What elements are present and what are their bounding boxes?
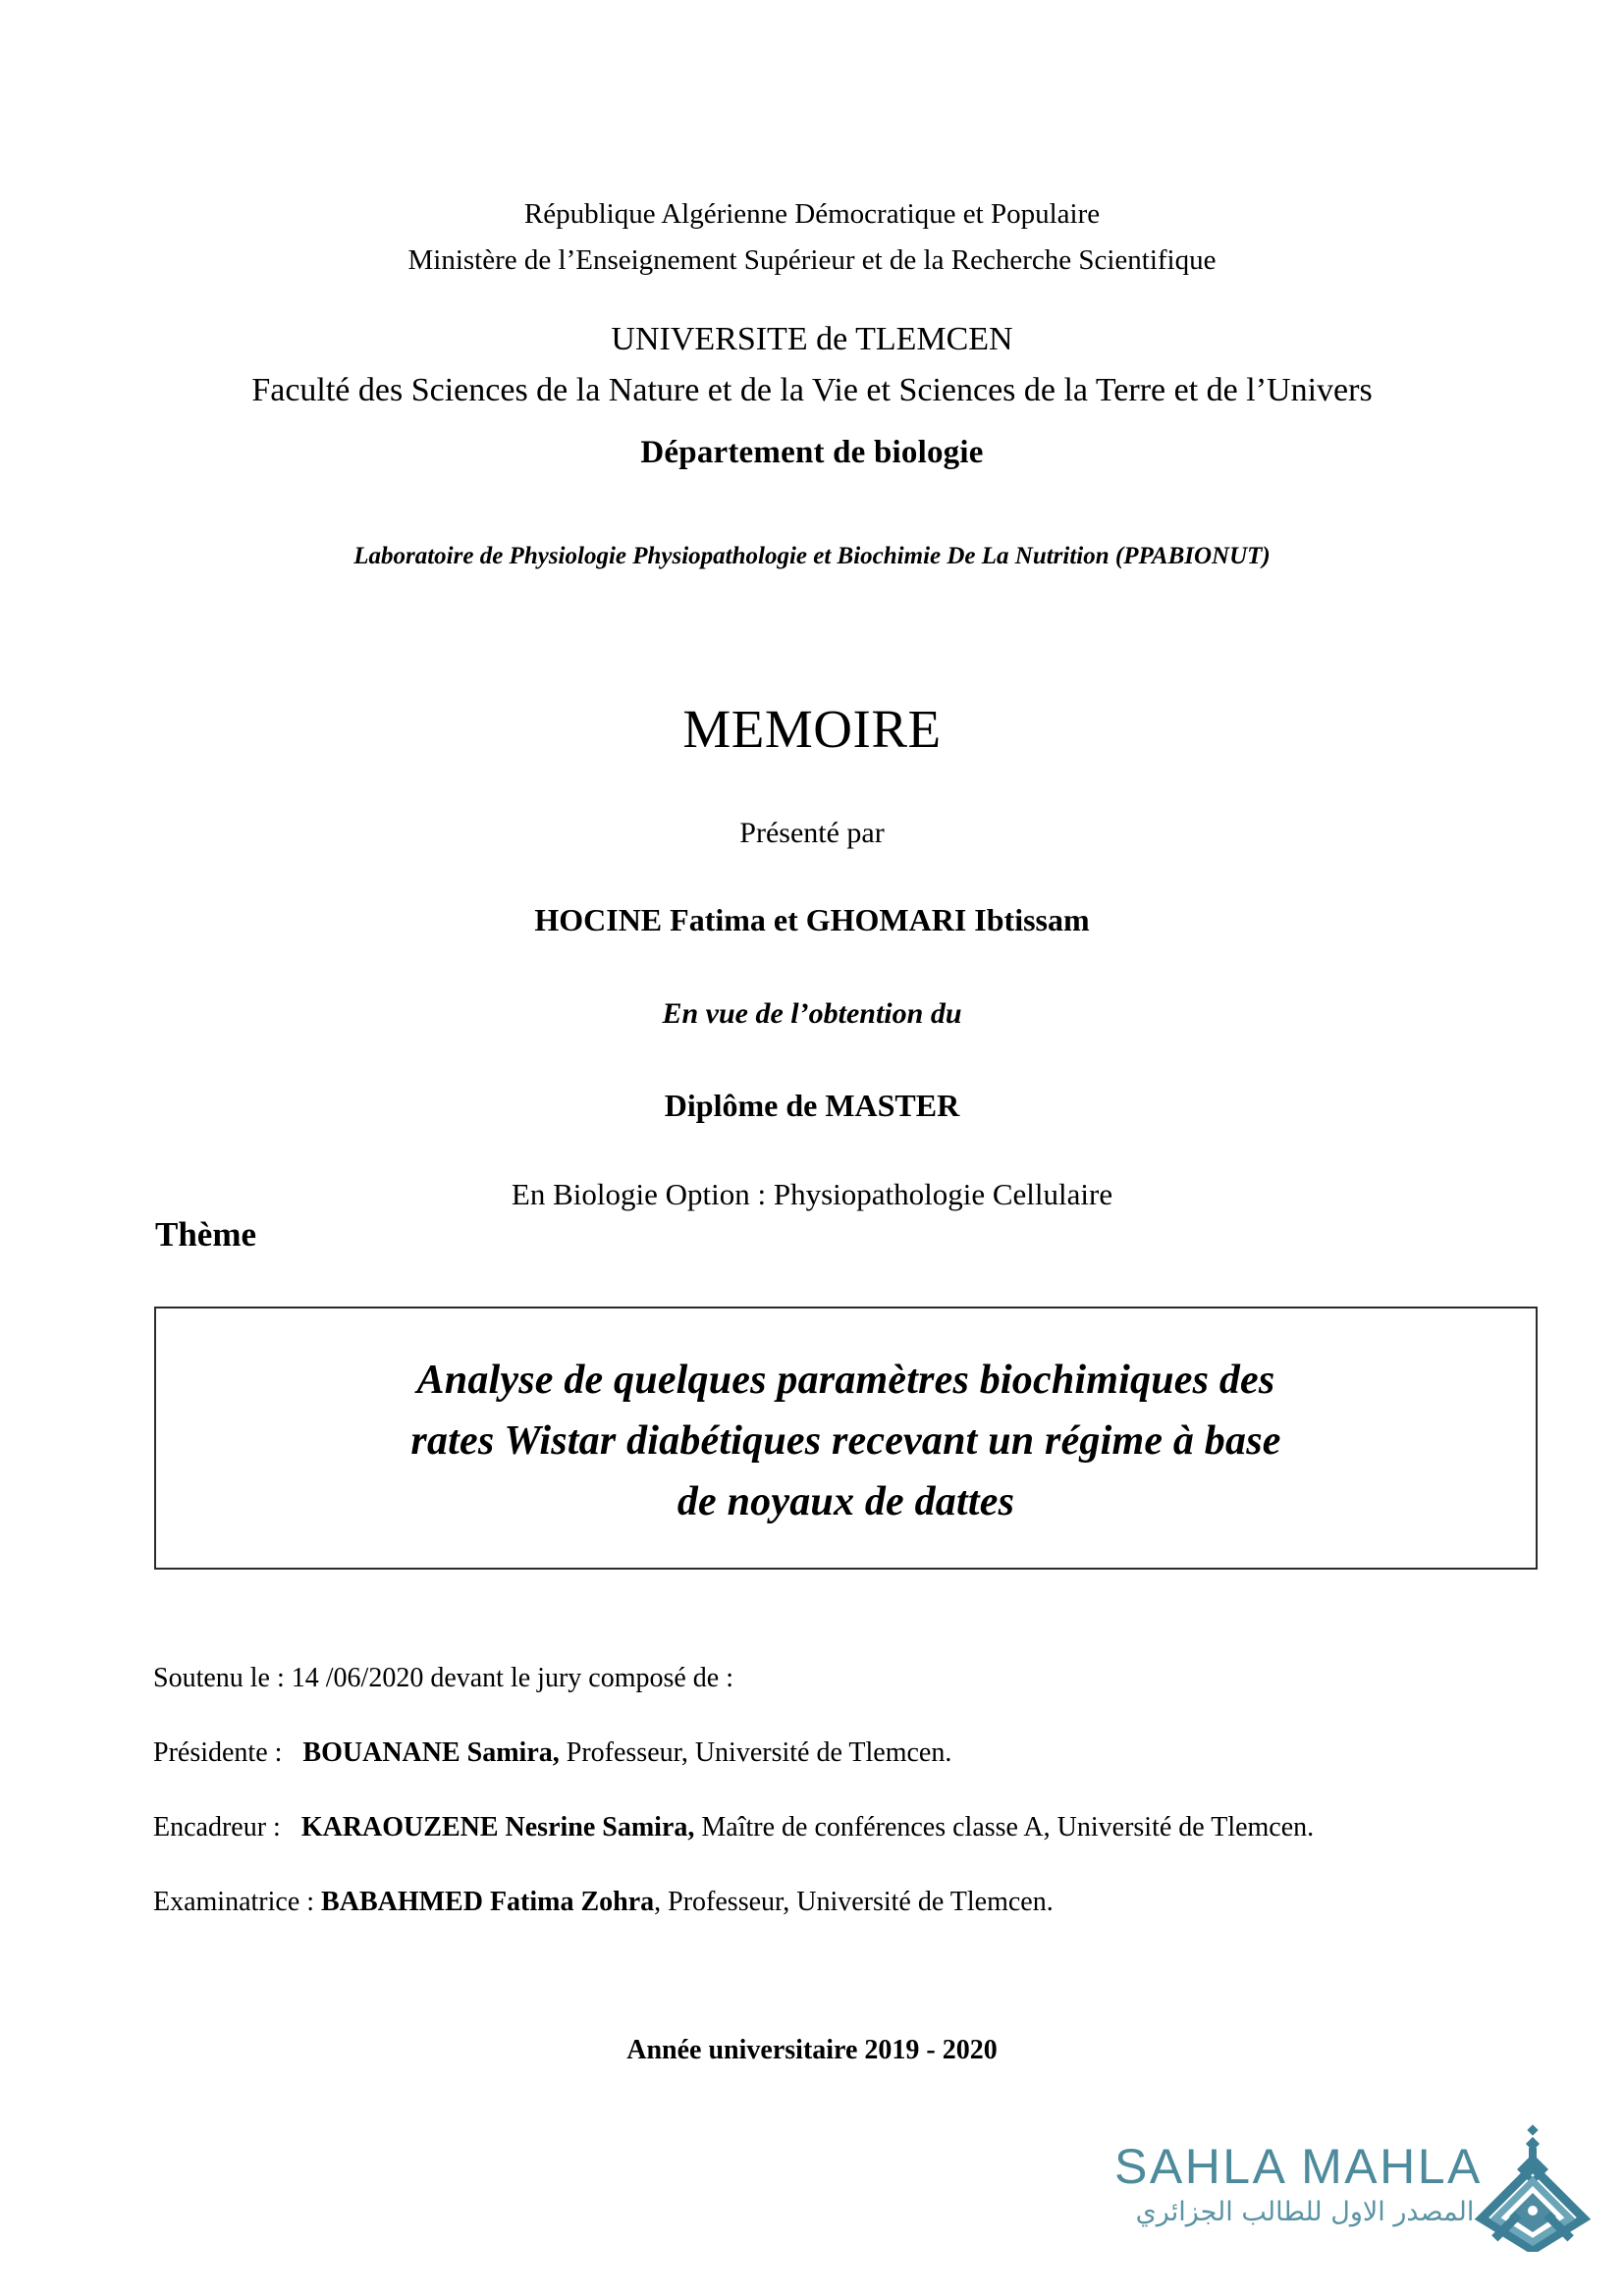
theme-label: Thème xyxy=(155,1215,257,1254)
jury-member-president xyxy=(153,1732,1469,1775)
jury-role-label: Présidente : xyxy=(153,1737,303,1768)
logo-arabic-tagline: المصدر الاول للطالب الجزائري xyxy=(1135,2197,1475,2227)
ministry-header xyxy=(0,191,1624,284)
thesis-title-line: de noyaux de dattes xyxy=(677,1479,1015,1524)
jury-member-name: BABAHMED Fatima Zohra xyxy=(321,1887,655,1917)
jury-role-label: Examinatrice : xyxy=(153,1887,322,1917)
academic-year: Année universitaire 2019 - 2020 xyxy=(626,2035,998,2065)
jury-member-details: Professeur, Université de Tlemcen. xyxy=(559,1737,952,1768)
university-header xyxy=(0,314,1624,416)
jury-member-supervisor xyxy=(153,1806,1469,1849)
jury-member-name: KARAOUZENE Nesrine Samira, xyxy=(300,1812,695,1842)
ministry-line: Ministère de l’Enseignement Supérieur et de la Recherche Scientifique xyxy=(407,244,1217,276)
thesis-title-line: rates Wistar diabétiques recevant un régime à base xyxy=(410,1418,1281,1464)
authors-names: HOCINE Fatima et GHOMARI Ibtissam xyxy=(534,902,1090,937)
jury-role-label: Encadreur : xyxy=(153,1812,301,1842)
sahla-mahla-logo xyxy=(1103,2128,1594,2266)
country-line: République Algérienne Démocratique et Populaire xyxy=(523,198,1101,230)
jury-member-details: Maître de conférences classe A, Université de Tlemcen. xyxy=(694,1812,1315,1842)
jury-member-examiner xyxy=(153,1881,1469,1924)
degree-purpose-label: En vue de l’obtention du xyxy=(662,997,962,1030)
thesis-title xyxy=(195,1350,1496,1532)
degree-option: En Biologie Option : Physiopathologie Cellulaire xyxy=(511,1177,1113,1211)
jury-member-details: , Professeur, Université de Tlemcen. xyxy=(654,1887,1054,1917)
presented-by-label: Présenté par xyxy=(739,817,885,849)
jury-member-name: BOUANANE Samira, xyxy=(302,1737,560,1768)
faculty-name: Faculté des Sciences de la Nature et de la Vie et Sciences de la Terre et de l’Univers xyxy=(251,372,1373,408)
degree-name: Diplôme de MASTER xyxy=(664,1088,960,1123)
defense-date-line: Soutenu le : 14 /06/2020 devant le jury composé de : xyxy=(153,1663,734,1693)
logo-wordmark: SAHLA MAHLA xyxy=(1114,2139,1483,2194)
document-type-title: MEMOIRE xyxy=(682,699,942,759)
university-name: UNIVERSITE de TLEMCEN xyxy=(611,321,1013,357)
thesis-title-box xyxy=(154,1307,1538,1570)
thesis-title-line: Analyse de quelques paramètres biochimiques des xyxy=(416,1358,1275,1403)
jury-section xyxy=(153,1657,1469,1924)
laboratory-name: Laboratoire de Physiologie Physiopathologie et Biochimie De La Nutrition (PPABIONUT) xyxy=(353,543,1271,569)
sahla-mahla-diamond-emblem-icon xyxy=(1474,2124,1592,2252)
department-name: Département de biologie xyxy=(640,435,984,470)
